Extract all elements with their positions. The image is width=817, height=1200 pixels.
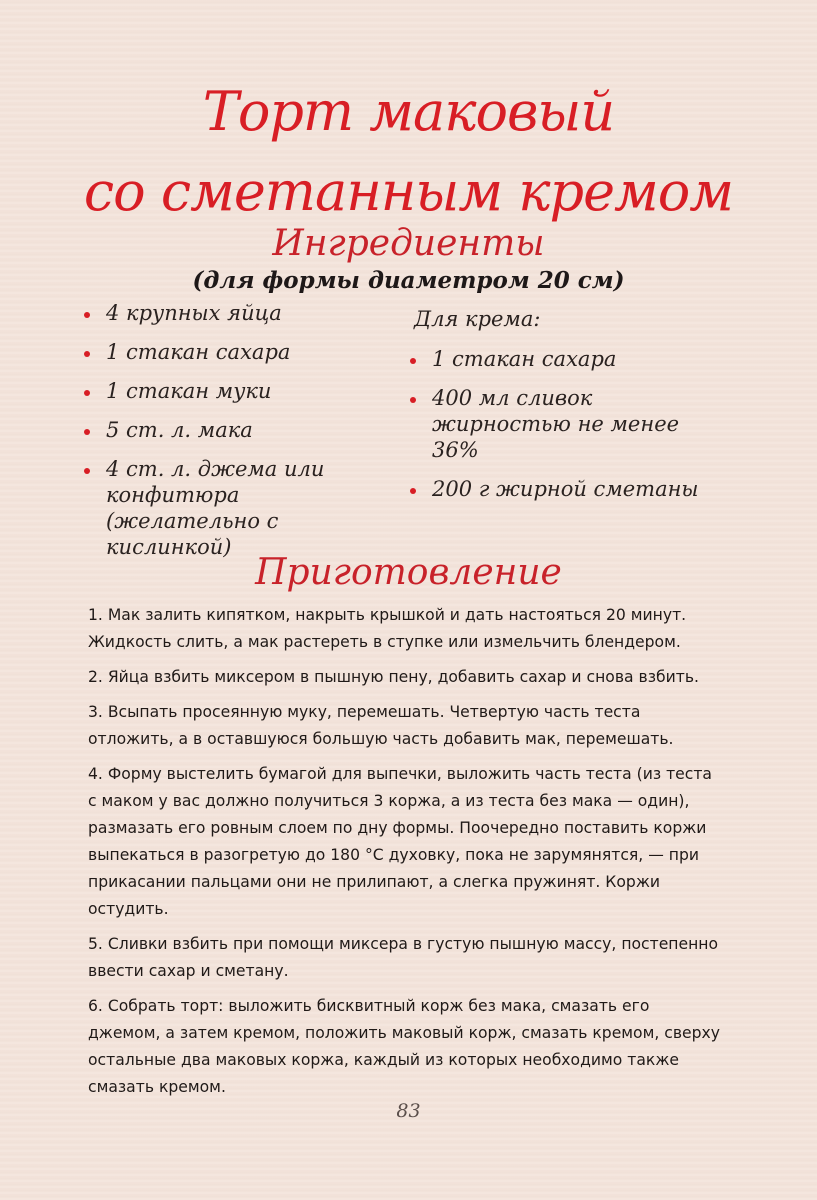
ingredient-item [84,456,384,560]
ingredients-left-column [84,300,384,573]
recipe-title-line-1: Торт маковый [202,80,615,143]
ingredient-text: 4 ст. л. джема или конфитюра (желательно с кислинкой) [106,457,325,559]
step-paragraph: 2. Яйца взбить миксером в пышную пену, добавить сахар и снова взбить. [88,668,699,686]
bullet-dot-icon [84,351,90,357]
step-paragraph: 3. Всыпать просеянную муку, перемешать. Четвертую часть теста отложить, а в оставшуюся большую часть добавить мак, перемешать. [88,703,674,748]
ingredient-item [410,346,730,372]
step-paragraph: 6. Собрать торт: выложить бисквитный корж без мака, смазать его джемом, а затем кремом, положить маковый корж, смазать кремом, сверху остальные два маковых коржа, каждый из которых необходимо также смазать кремом. [88,997,720,1096]
ingredient-item [84,339,384,365]
ingredient-text: 400 мл сливок жирностью не менее 36% [432,386,680,462]
ingredients-right-column [410,300,730,515]
ingredient-text: 200 г жирной сметаны [432,477,699,501]
step-paragraph: 5. Сливки взбить при помощи миксера в густую пышную массу, постепенно ввести сахар и сметану. [88,935,719,980]
cream-heading: Для крема: [414,307,541,331]
ingredients-list [84,300,384,560]
bullet-dot-icon [410,358,416,364]
bullet-dot-icon [84,390,90,396]
ingredient-text: 4 крупных яйца [106,301,282,325]
preparation-heading: Приготовление [255,552,562,593]
bullet-dot-icon [410,397,416,403]
recipe-title-line-2: со сметанным кремом [83,160,734,223]
cream-ingredients-list [410,346,730,502]
bullet-dot-icon [410,488,416,494]
step-paragraph: 1. Мак залить кипятком, накрыть крышкой и дать настояться 20 минут. Жидкость слить, а мак растереть в ступке или измельчить блендером. [88,606,687,651]
ingredient-item [84,378,384,404]
preparation-steps [88,602,720,1109]
ingredients-heading: Ингредиенты [272,223,545,264]
page-number: 83 [396,1100,421,1122]
ingredient-text: 1 стакан сахара [432,347,617,371]
ingredient-item [84,300,384,326]
ingredient-text: 1 стакан сахара [106,340,291,364]
recipe-title [0,72,817,232]
ingredient-item [84,417,384,443]
bullet-dot-icon [84,312,90,318]
bullet-dot-icon [84,468,90,474]
ingredient-text: 1 стакан муки [106,379,272,403]
ingredient-item [410,476,730,502]
ingredient-item [410,385,730,463]
ingredient-text: 5 ст. л. мака [106,418,253,442]
step-paragraph: 4. Форму выстелить бумагой для выпечки, выложить часть теста (из теста с маком у вас должно получиться 3 коржа, а из теста без мака — один), размазать его ровным слоем по дну формы. Поочередно поставить коржи выпекаться в разогретую до 180 °С духовку, пока не зарумянятся, — при прикасании пальцами они не прилипают, а слегка пружинят. Коржи остудить. [88,765,712,918]
bullet-dot-icon [84,429,90,435]
ingredients-subheading: (для формы диаметром 20 см) [192,267,625,294]
